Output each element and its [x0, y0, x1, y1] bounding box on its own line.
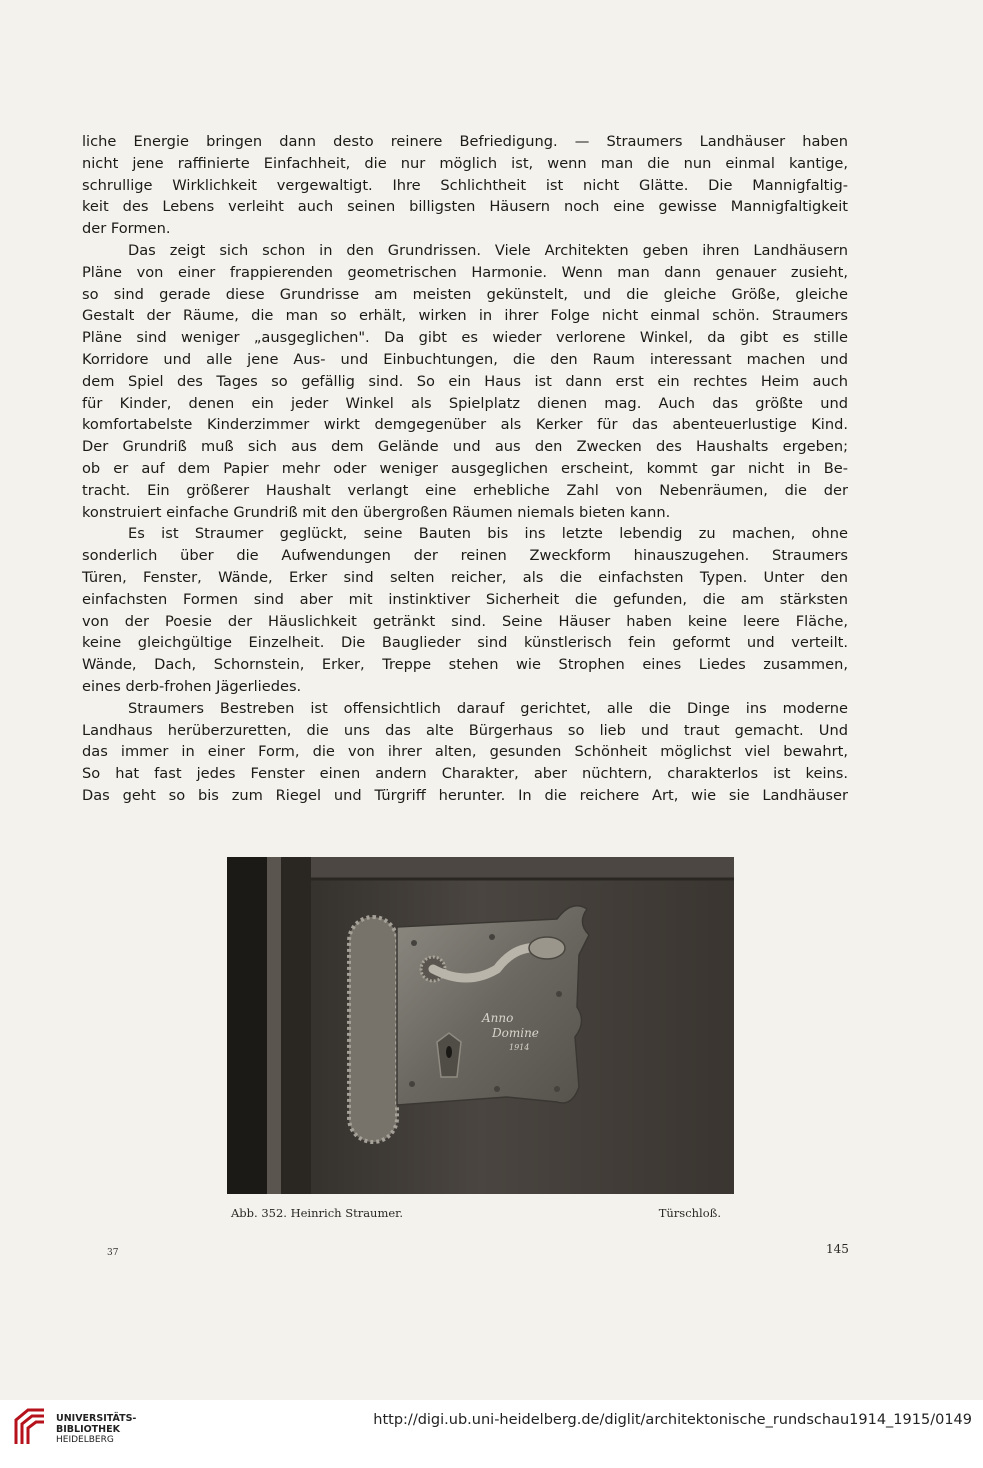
caption-credit: Abb. 352. Heinrich Straumer.	[231, 1206, 404, 1220]
text-line: liche Energie bringen dann desto reinere Befriedigung. — Straumers Landhäuser haben	[82, 133, 848, 150]
text-line: nicht jene raffinierte Einfachheit, die nur möglich ist, wenn man die nun einmal kantige,	[82, 154, 848, 172]
text-line: keit des Lebens verleiht auch seinen billigsten Häusern noch eine gewisse Mannigfaltigkeit	[82, 198, 848, 216]
text-line: sonderlich über die Aufwendungen der reinen Zweckform hinauszugehen. Straumers	[82, 547, 848, 565]
heidelberg-library-logo-icon[interactable]	[10, 1406, 50, 1450]
logo-line-1: UNIVERSITÄTS-	[56, 1413, 137, 1424]
text-line: ob er auf dem Papier mehr oder weniger ausgeglichen erscheint, kommt gar nicht in Be-	[82, 459, 848, 477]
library-name[interactable]	[56, 1413, 136, 1446]
door-lock-image	[227, 857, 734, 1194]
text-line: tracht. Ein größerer Haushalt verlangt eine erhebliche Zahl von Nebenräumen, die der	[82, 481, 848, 499]
logo-line-2: BIBLIOTHEK	[56, 1424, 120, 1435]
body-text	[82, 131, 848, 807]
text-line: Das zeigt sich schon in den Grundrissen. Viele Architekten geben ihren Landhäusern	[128, 241, 848, 259]
text-line: Landhaus herüberzuretten, die uns das alte Bürgerhaus so lieb und traut gemacht. Und	[82, 721, 848, 739]
text-line: für Kinder, denen ein jeder Winkel als Spielplatz dienen mag. Auch das größte und	[82, 394, 848, 412]
inscription-year: 1914	[509, 1043, 530, 1052]
text-line: Korridore und alle jene Aus- und Einbuchtungen, die den Raum interessant machen und	[82, 350, 848, 368]
text-line: schrullige Wirklichkeit vergewaltigt. Ihre Schlichtheit ist nicht Glätte. Die Mannigfaltig-	[82, 176, 848, 194]
text-line: Wände, Dach, Schornstein, Erker, Treppe stehen wie Strophen eines Liedes zusammen,	[82, 656, 848, 674]
footer-bar	[0, 1400, 983, 1468]
text-line: So hat fast jedes Fenster einen andern Charakter, aber nüchtern, charakterlos ist keins.	[82, 765, 848, 783]
inscription-domine: Domine	[492, 1026, 539, 1040]
text-line: konstruiert einfache Grundriß mit den übergroßen Räumen niemals bieten kann.	[82, 503, 671, 521]
figure-door-lock-photo	[227, 857, 734, 1194]
text-line: Der Grundriß muß sich aus dem Gelände und aus den Zwecken des Haushalts ergeben;	[82, 438, 848, 456]
text-line: der Formen.	[82, 220, 171, 238]
text-line: so sind gerade diese Grundrisse am meisten gekünstelt, und die gleiche Größe, gleiche	[82, 285, 848, 303]
text-line: einfachsten Formen sind aber mit instinktiver Sicherheit die gefunden, die am stärksten	[82, 590, 848, 608]
caption-title: Türschloß.	[658, 1206, 721, 1220]
signature-mark: 37	[107, 1248, 119, 1258]
text-line: von der Poesie der Häuslichkeit getränkt sind. Seine Häuser haben keine leere Fläche,	[82, 612, 848, 630]
text-line: Türen, Fenster, Wände, Erker sind selten reicher, als die einfachsten Typen. Unter den	[82, 568, 848, 586]
logo-line-3: HEIDELBERG	[56, 1435, 114, 1445]
text-line: komfortabelste Kinderzimmer wirkt demgegenüber als Kerker für das abenteuerlustige Kind.	[82, 416, 848, 434]
inscription-anno: Anno	[482, 1011, 514, 1025]
text-line: Es ist Straumer geglückt, seine Bauten bis ins letzte lebendig zu machen, ohne	[128, 525, 848, 543]
text-line: Pläne von einer frappierenden geometrischen Harmonie. Wenn man dann genauer zusieht,	[82, 263, 848, 281]
source-url-link[interactable]: http://digi.ub.uni-heidelberg.de/diglit/architektonische_rundschau1914_1915/0149	[373, 1412, 972, 1428]
page-number: 145	[826, 1242, 849, 1256]
text-line: Das geht so bis zum Riegel und Türgriff herunter. In die reichere Art, wie sie Landhäuser	[82, 786, 848, 804]
text-line: das immer in einer Form, die von ihrer alten, gesunden Schönheit möglichst viel bewahrt,	[82, 743, 848, 761]
text-line: keine gleichgültige Einzelheit. Die Bauglieder sind künstlerisch fein geformt und verteilt.	[82, 634, 848, 652]
text-line: Gestalt der Räume, die man so erhält, wirken in ihrer Folge nicht einmal schön. Straumers	[82, 307, 848, 325]
text-line: eines derb-frohen Jägerliedes.	[82, 677, 302, 695]
text-line: dem Spiel des Tages so gefällig sind. So ein Haus ist dann erst ein rechtes Heim auch	[82, 372, 848, 390]
text-line: Straumers Bestreben ist offensichtlich darauf gerichtet, alle die Dinge ins moderne	[128, 699, 848, 717]
text-line: Pläne sind weniger „ausgeglichen". Da gibt es wieder verlorene Winkel, da gibt es stille	[82, 329, 848, 347]
